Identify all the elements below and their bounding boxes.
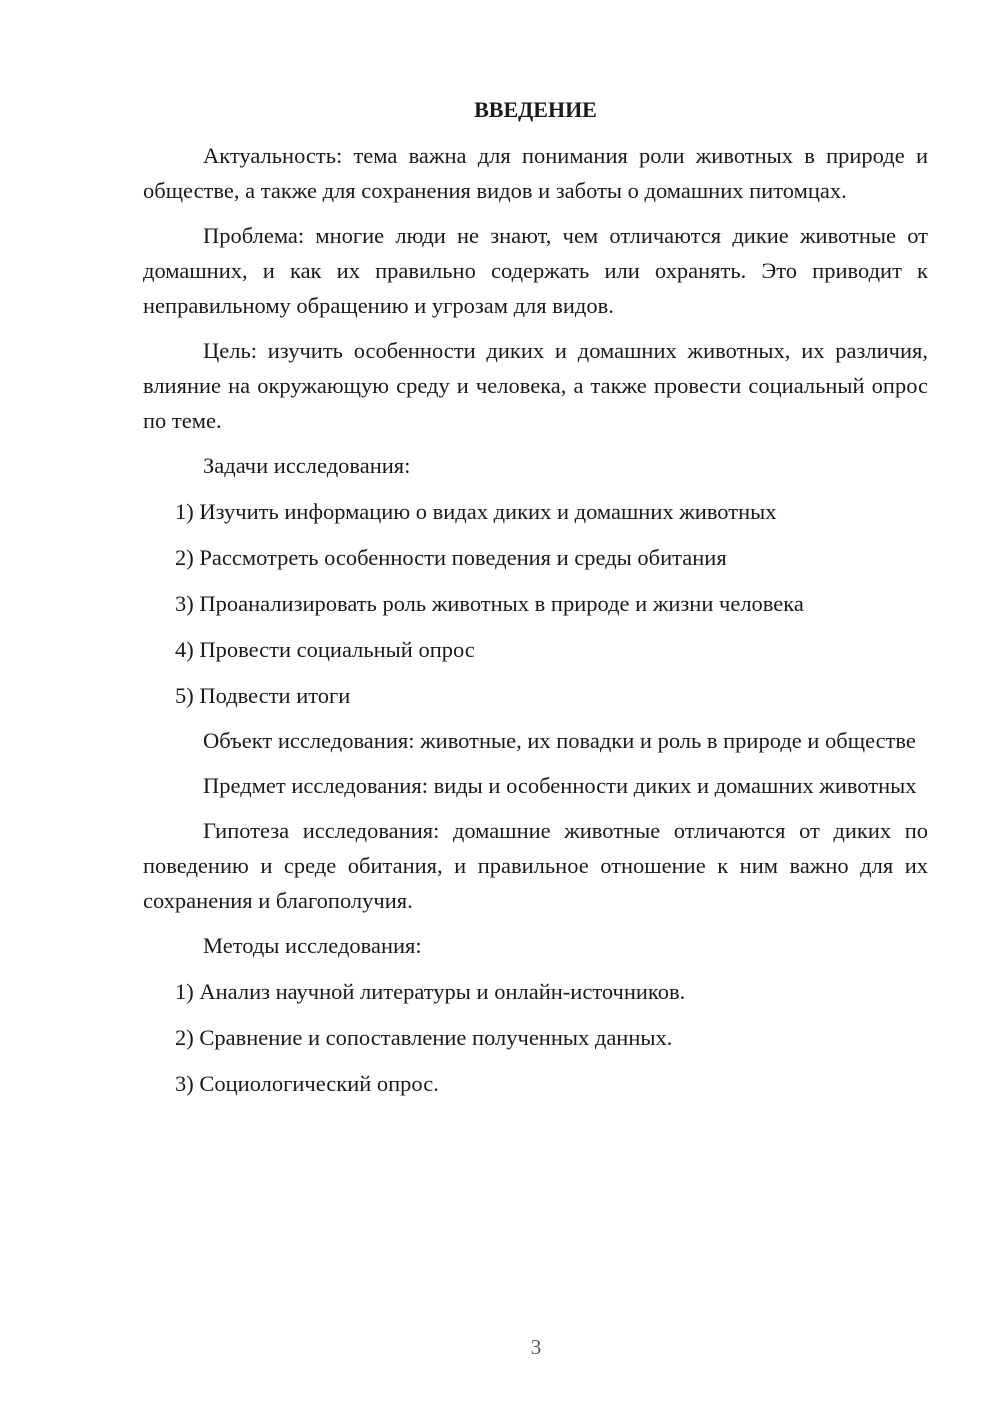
object-paragraph: Объект исследования: животные, их повадки и роль в природе и обществе bbox=[203, 728, 916, 753]
section-heading: ВВЕДЕНИЕ bbox=[474, 97, 597, 122]
list-item: 1) Изучить информацию о видах диких и домашних животных bbox=[175, 499, 777, 524]
list-item: 2) Рассмотреть особенности поведения и среды обитания bbox=[175, 545, 727, 570]
goal-paragraph: Цель: изучить особенности диких и домашних животных, их различия, влияние на окружающую среду и человека, а также провести социальный опрос по теме. bbox=[143, 338, 928, 433]
page-number: 3 bbox=[530, 1335, 542, 1359]
list-item: 5) Подвести итоги bbox=[175, 683, 351, 708]
methods-label: Методы исследования: bbox=[203, 933, 422, 958]
document-page bbox=[143, 92, 928, 1101]
subject-paragraph: Предмет исследования: виды и особенности диких и домашних животных bbox=[203, 773, 917, 798]
hypothesis-paragraph: Гипотеза исследования: домашние животные отличаются от диких по поведению и среде обитания, и правильное отношение к ним важно для их сохранения и благополучия. bbox=[143, 818, 928, 913]
list-item: 3) Социологический опрос. bbox=[175, 1071, 439, 1096]
tasks-label: Задачи исследования: bbox=[203, 453, 411, 478]
list-item: 1) Анализ научной литературы и онлайн-источников. bbox=[175, 979, 686, 1004]
list-item: 4) Провести социальный опрос bbox=[175, 637, 475, 662]
list-item: 2) Сравнение и сопоставление полученных данных. bbox=[175, 1025, 673, 1050]
relevance-paragraph: Актуальность: тема важна для понимания роли животных в природе и обществе, а также для сохранения видов и заботы о домашних питомцах. bbox=[143, 143, 928, 203]
problem-paragraph: Проблема: многие люди не знают, чем отличаются дикие животные от домашних, и как их правильно содержать или охранять. Это приводит к неправильному обращению и угрозам для видов. bbox=[143, 223, 928, 318]
list-item: 3) Проанализировать роль животных в природе и жизни человека bbox=[175, 591, 804, 616]
tasks-list bbox=[143, 494, 928, 713]
methods-list bbox=[143, 974, 928, 1101]
